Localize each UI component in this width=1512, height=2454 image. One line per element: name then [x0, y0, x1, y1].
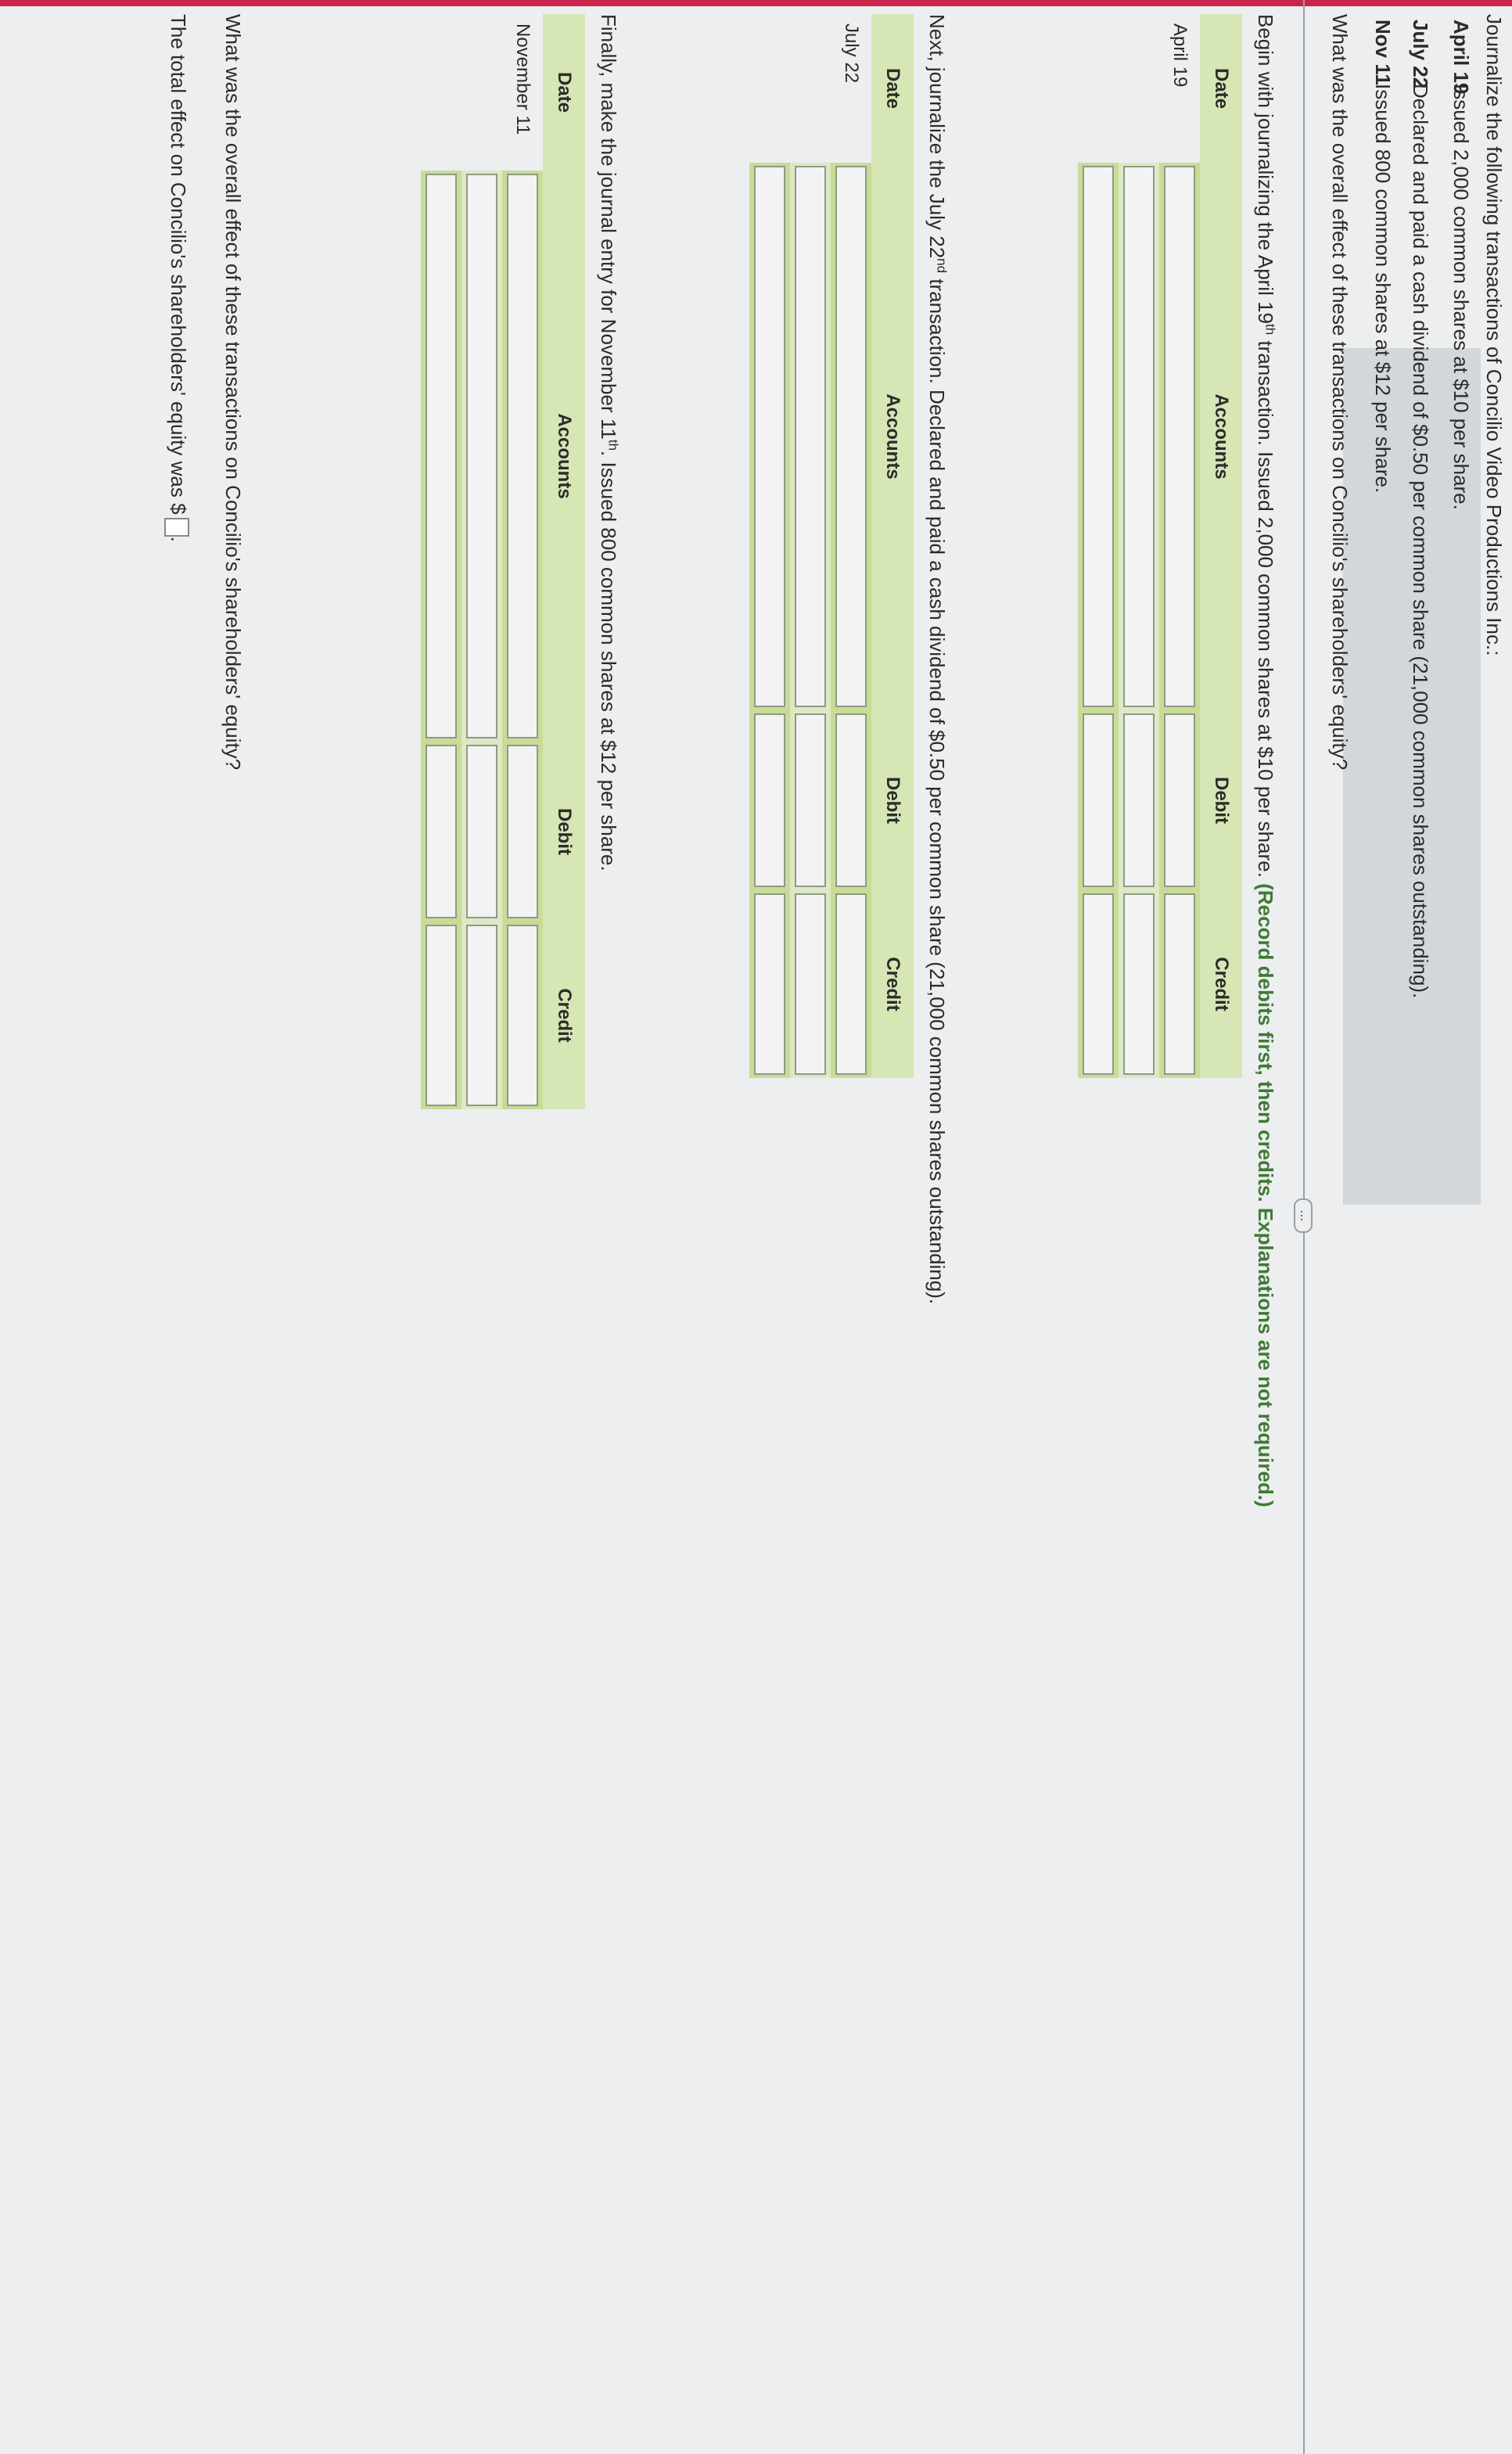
- header-debit: Debit: [1200, 710, 1242, 890]
- credit-input[interactable]: [426, 925, 457, 1106]
- accounts-cell[interactable]: [502, 171, 543, 742]
- accounts-cell[interactable]: [749, 163, 790, 710]
- transaction-nov: [1370, 20, 1395, 493]
- row-date-empty: [462, 14, 502, 171]
- credit-input[interactable]: [1164, 893, 1195, 1075]
- question-text: What was the overall effect of these transactions on Concilio's shareholders' equity?: [1328, 14, 1352, 771]
- account-select[interactable]: [835, 166, 867, 707]
- journal-table-1: [1078, 14, 1242, 1078]
- final-question: What was the overall effect of these transactions on Concilio's shareholders' equity?: [221, 14, 245, 771]
- header-date: Date: [1200, 14, 1242, 163]
- transaction-date: Nov 11: [1371, 20, 1395, 85]
- section2-sup: nd: [934, 258, 950, 274]
- record-instruction: (Record debits first, then credits. Explanations are not required.): [1254, 883, 1277, 1507]
- debit-cell[interactable]: [1159, 710, 1200, 890]
- credit-cell[interactable]: [1078, 890, 1119, 1078]
- transaction-text: Issued 2,000 common shares at $10 per share.: [1449, 84, 1473, 510]
- intro-text: Journalize the following transactions of Concilio Video Productions Inc.:: [1482, 14, 1506, 656]
- header-debit: Debit: [543, 742, 585, 922]
- section3-prefix: Finally, make the journal entry for November 11: [597, 14, 620, 440]
- journal-table-2: [749, 14, 914, 1078]
- debit-cell[interactable]: [1119, 710, 1159, 890]
- section1-suffix: transaction. Issued 2,000 common shares at $10 per share.: [1254, 335, 1277, 878]
- credit-input[interactable]: [466, 925, 497, 1106]
- account-select[interactable]: [1123, 166, 1155, 707]
- debit-input[interactable]: [1164, 713, 1195, 887]
- credit-cell[interactable]: [1119, 890, 1159, 1078]
- account-select[interactable]: [466, 174, 497, 738]
- debit-cell[interactable]: [1078, 710, 1119, 890]
- section3-instruction: [596, 14, 620, 871]
- row-date-empty: [790, 14, 831, 163]
- account-select[interactable]: [507, 174, 538, 738]
- transaction-date: July 22: [1409, 20, 1432, 89]
- transaction-text: Issued 800 common shares at $12 per share.: [1371, 84, 1395, 494]
- accounts-cell[interactable]: [1078, 163, 1119, 710]
- credit-cell[interactable]: [749, 890, 790, 1078]
- debit-cell[interactable]: [831, 710, 871, 890]
- credit-cell[interactable]: [421, 922, 462, 1109]
- transaction-july: [1408, 20, 1432, 998]
- debit-input[interactable]: [754, 713, 785, 887]
- header-credit: Credit: [1200, 890, 1242, 1078]
- debit-input[interactable]: [1083, 713, 1114, 887]
- total-effect-input[interactable]: [164, 518, 189, 537]
- account-select[interactable]: [426, 174, 457, 738]
- section2-suffix: transaction. Declared and paid a cash dividend of $0.50 per common share (21,000 common shares outstanding).: [925, 273, 949, 1305]
- accounts-cell[interactable]: [1119, 163, 1159, 710]
- journal-table-3: [421, 14, 585, 1109]
- debit-cell[interactable]: [749, 710, 790, 890]
- debit-input[interactable]: [795, 713, 826, 887]
- credit-cell[interactable]: [1159, 890, 1200, 1078]
- credit-input[interactable]: [754, 893, 785, 1075]
- debit-cell[interactable]: [790, 710, 831, 890]
- header-accounts: Accounts: [543, 171, 585, 742]
- accounts-cell[interactable]: [1159, 163, 1200, 710]
- header-credit: Credit: [543, 922, 585, 1109]
- account-select[interactable]: [754, 166, 785, 707]
- debit-cell[interactable]: [462, 742, 502, 922]
- debit-input[interactable]: [835, 713, 867, 887]
- debit-cell[interactable]: [421, 742, 462, 922]
- section3-suffix: . Issued 800 common shares at $12 per share.: [597, 451, 620, 871]
- debit-input[interactable]: [1123, 713, 1155, 887]
- transaction-april: [1449, 20, 1473, 510]
- row-date: April 19: [1159, 14, 1200, 163]
- accounts-cell[interactable]: [421, 171, 462, 742]
- section2-instruction: [925, 14, 949, 1304]
- credit-input[interactable]: [835, 893, 867, 1075]
- header-accounts: Accounts: [1200, 163, 1242, 710]
- transaction-text: Declared and paid a cash dividend of $0.50 per common share (21,000 common shares outstanding).: [1409, 84, 1432, 999]
- header-debit: Debit: [871, 710, 914, 890]
- debit-input[interactable]: [466, 745, 497, 918]
- row-date-empty: [749, 14, 790, 163]
- more-button[interactable]: ...: [1294, 1198, 1313, 1233]
- accent-bar: [0, 0, 1512, 6]
- credit-cell[interactable]: [790, 890, 831, 1078]
- final-answer-suffix: .: [167, 536, 190, 542]
- debit-input[interactable]: [507, 745, 538, 918]
- account-select[interactable]: [795, 166, 826, 707]
- accounts-cell[interactable]: [790, 163, 831, 710]
- final-answer-prefix: The total effect on Concilio's shareholders' equity was $: [167, 14, 190, 515]
- account-select[interactable]: [1164, 166, 1195, 707]
- accounts-cell[interactable]: [831, 163, 871, 710]
- header-date: Date: [871, 14, 914, 163]
- credit-input[interactable]: [507, 925, 538, 1106]
- row-date-empty: [421, 14, 462, 171]
- credit-cell[interactable]: [462, 922, 502, 1109]
- row-date-empty: [1119, 14, 1159, 163]
- row-date: November 11: [502, 14, 543, 171]
- transaction-date: April 19: [1449, 20, 1473, 95]
- debit-input[interactable]: [426, 745, 457, 918]
- credit-input[interactable]: [1083, 893, 1114, 1075]
- row-date-empty: [1078, 14, 1119, 163]
- account-select[interactable]: [1083, 166, 1114, 707]
- debit-cell[interactable]: [502, 742, 543, 922]
- header-credit: Credit: [871, 890, 914, 1078]
- section1-instruction: [1253, 14, 1277, 1507]
- section3-sup: th: [605, 439, 621, 451]
- accounts-cell[interactable]: [462, 171, 502, 742]
- header-accounts: Accounts: [871, 163, 914, 710]
- header-date: Date: [543, 14, 585, 171]
- credit-cell[interactable]: [831, 890, 871, 1078]
- row-date: July 22: [831, 14, 871, 163]
- final-answer-line: [164, 14, 190, 542]
- section1-sup: th: [1262, 324, 1278, 336]
- credit-cell[interactable]: [502, 922, 543, 1109]
- section1-prefix: Begin with journalizing the April 19: [1254, 14, 1277, 325]
- section2-prefix: Next, journalize the July 22: [925, 14, 949, 259]
- credit-input[interactable]: [1123, 893, 1155, 1075]
- credit-input[interactable]: [795, 893, 826, 1075]
